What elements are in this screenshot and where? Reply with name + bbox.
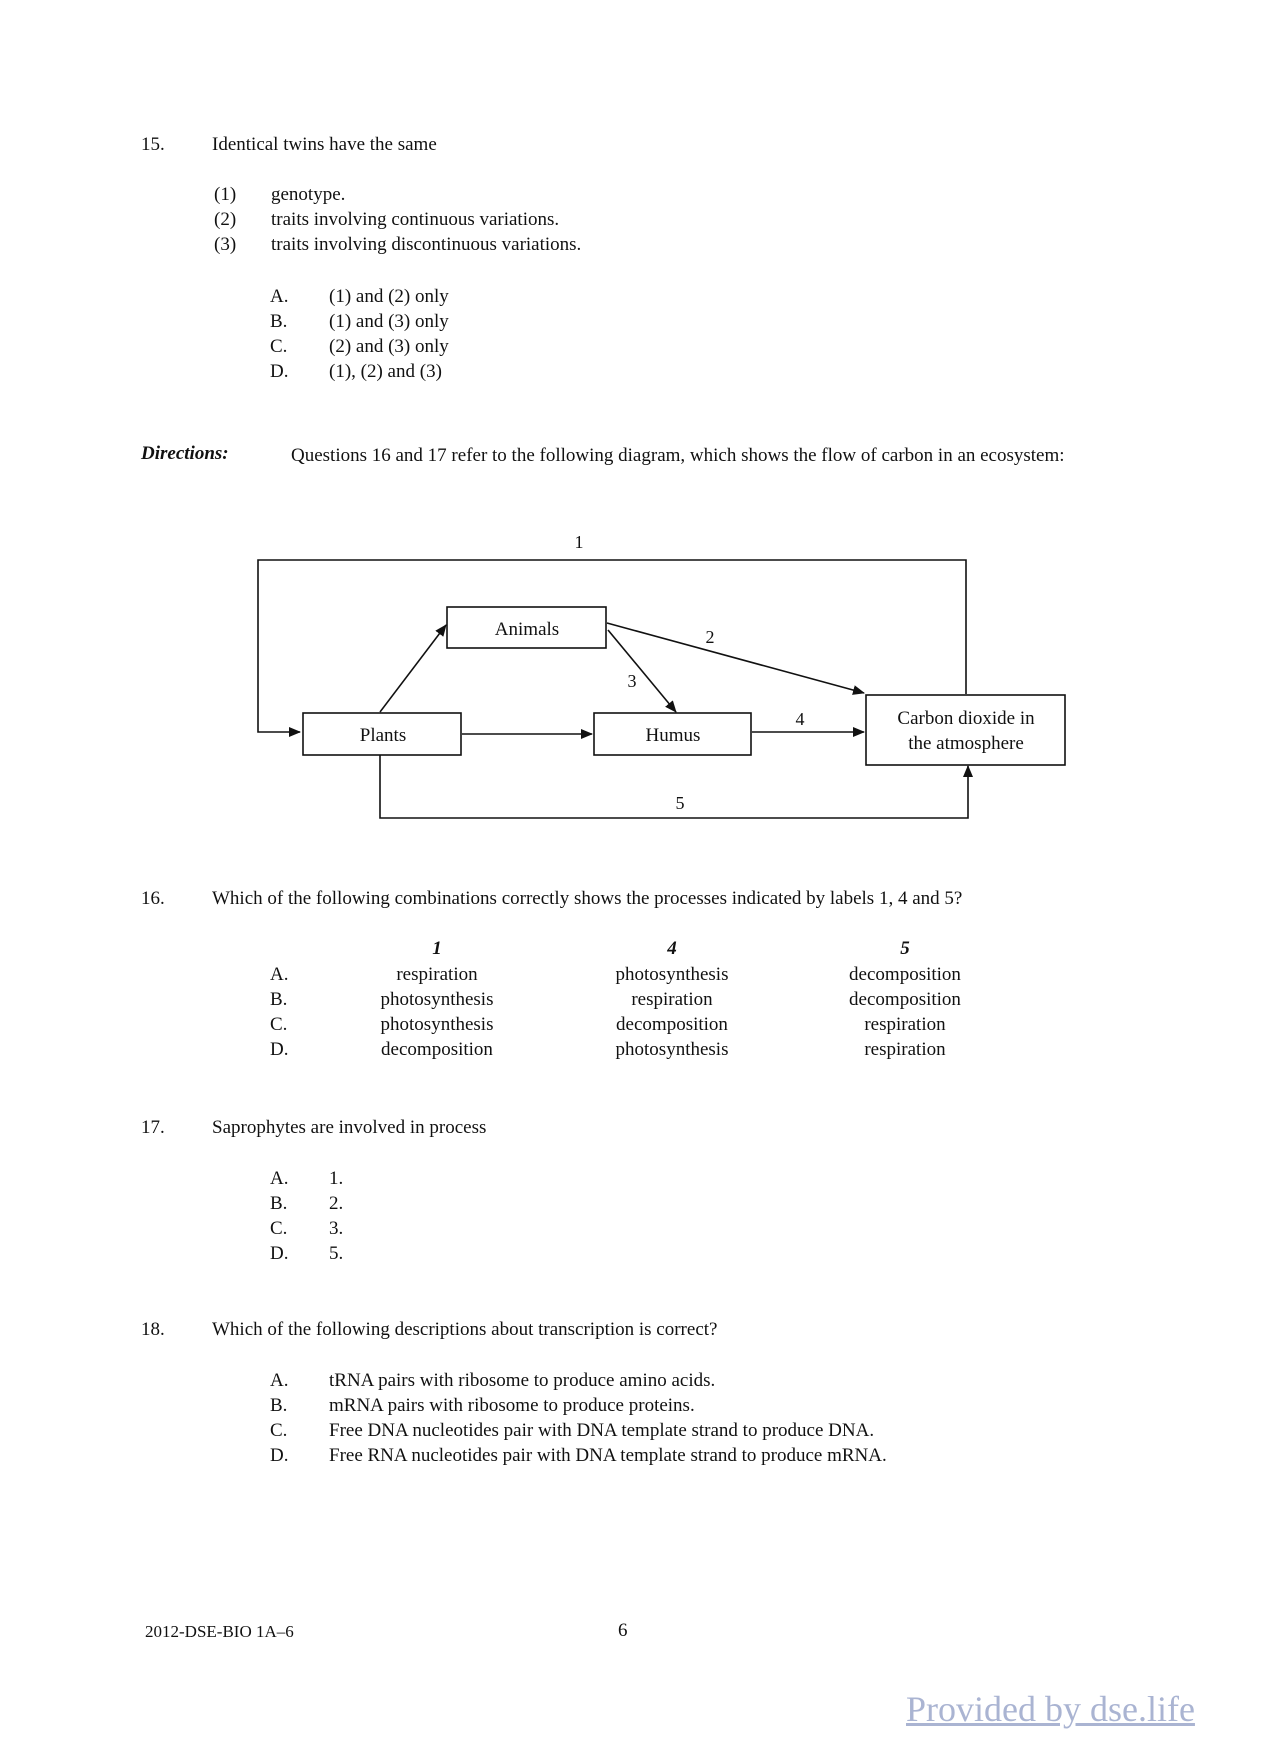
page-number: 6 [618, 1620, 628, 1641]
table-cell: respiration [864, 1039, 946, 1060]
carbon-flow-diagram [0, 0, 1275, 870]
table-cell: decomposition [849, 989, 961, 1010]
table-header: 1 [432, 938, 442, 959]
arrow-3 [608, 630, 676, 712]
arrow-label-3: 3 [627, 671, 637, 691]
option-text: Free DNA nucleotides pair with DNA template strand to produce DNA. [329, 1420, 875, 1441]
option-text: (1) and (3) only [329, 311, 449, 332]
node-co2-label-line2: the atmosphere [908, 733, 1024, 754]
statement-number: (3) [214, 234, 237, 255]
question-number-17: 17. [141, 1117, 165, 1138]
option-letter: B. [270, 311, 288, 332]
arrow-label-4: 4 [795, 709, 805, 729]
question-16-stem: Which of the following combinations correctly shows the processes indicated by labels 1, 4 and 5? [212, 888, 963, 909]
option-letter: B. [270, 1395, 288, 1416]
statement-text: traits involving continuous variations. [271, 209, 560, 230]
node-co2-box [866, 695, 1065, 765]
statement-number: (1) [214, 184, 237, 205]
table-cell: photosynthesis [380, 1014, 494, 1035]
table-cell: decomposition [381, 1039, 493, 1060]
provided-by-link[interactable]: Provided by dse.life [906, 1689, 1195, 1729]
option-letter: C. [270, 336, 288, 357]
table-header: 4 [667, 938, 677, 959]
option-letter: C. [270, 1420, 288, 1441]
option-text: 5. [329, 1243, 344, 1264]
table-header: 5 [900, 938, 910, 959]
option-text: mRNA pairs with ribosome to produce proteins. [329, 1395, 695, 1416]
option-text: 2. [329, 1193, 344, 1214]
option-text: 3. [329, 1218, 344, 1239]
question-number-15: 15. [141, 134, 165, 155]
arrow-label-1: 1 [574, 532, 584, 552]
option-letter: A. [270, 1370, 289, 1391]
statement-number: (2) [214, 209, 237, 230]
table-cell: decomposition [616, 1014, 728, 1035]
option-letter: A. [270, 1168, 289, 1189]
statement-text: traits involving discontinuous variations. [271, 234, 582, 255]
table-cell: respiration [631, 989, 713, 1010]
option-letter: D. [270, 1243, 289, 1264]
option-letter: B. [270, 989, 288, 1010]
node-plants-label: Plants [359, 725, 407, 746]
paper-code: 2012-DSE-BIO 1A–6 [145, 1622, 294, 1641]
table-cell: photosynthesis [615, 964, 729, 985]
option-text: (1) and (2) only [329, 286, 449, 307]
node-animals-label: Animals [494, 619, 560, 640]
option-text: Free RNA nucleotides pair with DNA template strand to produce mRNA. [329, 1445, 887, 1466]
option-text: tRNA pairs with ribosome to produce amino acids. [329, 1370, 716, 1391]
option-text: (2) and (3) only [329, 336, 449, 357]
arrow-plants-to-animals [380, 625, 446, 712]
statement-text: genotype. [271, 184, 346, 205]
table-cell: respiration [396, 964, 478, 985]
directions-label: Directions: [141, 443, 229, 464]
option-letter: A. [270, 964, 289, 985]
arrow-label-5: 5 [675, 793, 685, 813]
question-number-16: 16. [141, 888, 165, 909]
question-number-18: 18. [141, 1319, 165, 1340]
option-text: 1. [329, 1168, 344, 1189]
question-18-stem: Which of the following descriptions about transcription is correct? [212, 1319, 718, 1340]
table-cell: photosynthesis [380, 989, 494, 1010]
arrow-2 [607, 623, 864, 693]
table-cell: photosynthesis [615, 1039, 729, 1060]
question-15-stem: Identical twins have the same [212, 134, 437, 155]
option-letter: D. [270, 1039, 289, 1060]
option-letter: D. [270, 361, 289, 382]
arrow-label-2: 2 [705, 627, 715, 647]
table-cell: decomposition [849, 964, 961, 985]
table-cell: respiration [864, 1014, 946, 1035]
option-letter: A. [270, 286, 289, 307]
option-letter: B. [270, 1193, 288, 1214]
arrow-1-path [258, 560, 966, 732]
question-17-stem: Saprophytes are involved in process [212, 1117, 487, 1138]
option-letter: D. [270, 1445, 289, 1466]
option-letter: C. [270, 1218, 288, 1239]
directions-text: Questions 16 and 17 refer to the following diagram, which shows the flow of carbon in an ecosystem: [291, 445, 1065, 466]
option-letter: C. [270, 1014, 288, 1035]
node-co2-label-line1: Carbon dioxide in [897, 708, 1035, 729]
node-humus-label: Humus [645, 725, 701, 746]
option-text: (1), (2) and (3) [329, 361, 442, 382]
